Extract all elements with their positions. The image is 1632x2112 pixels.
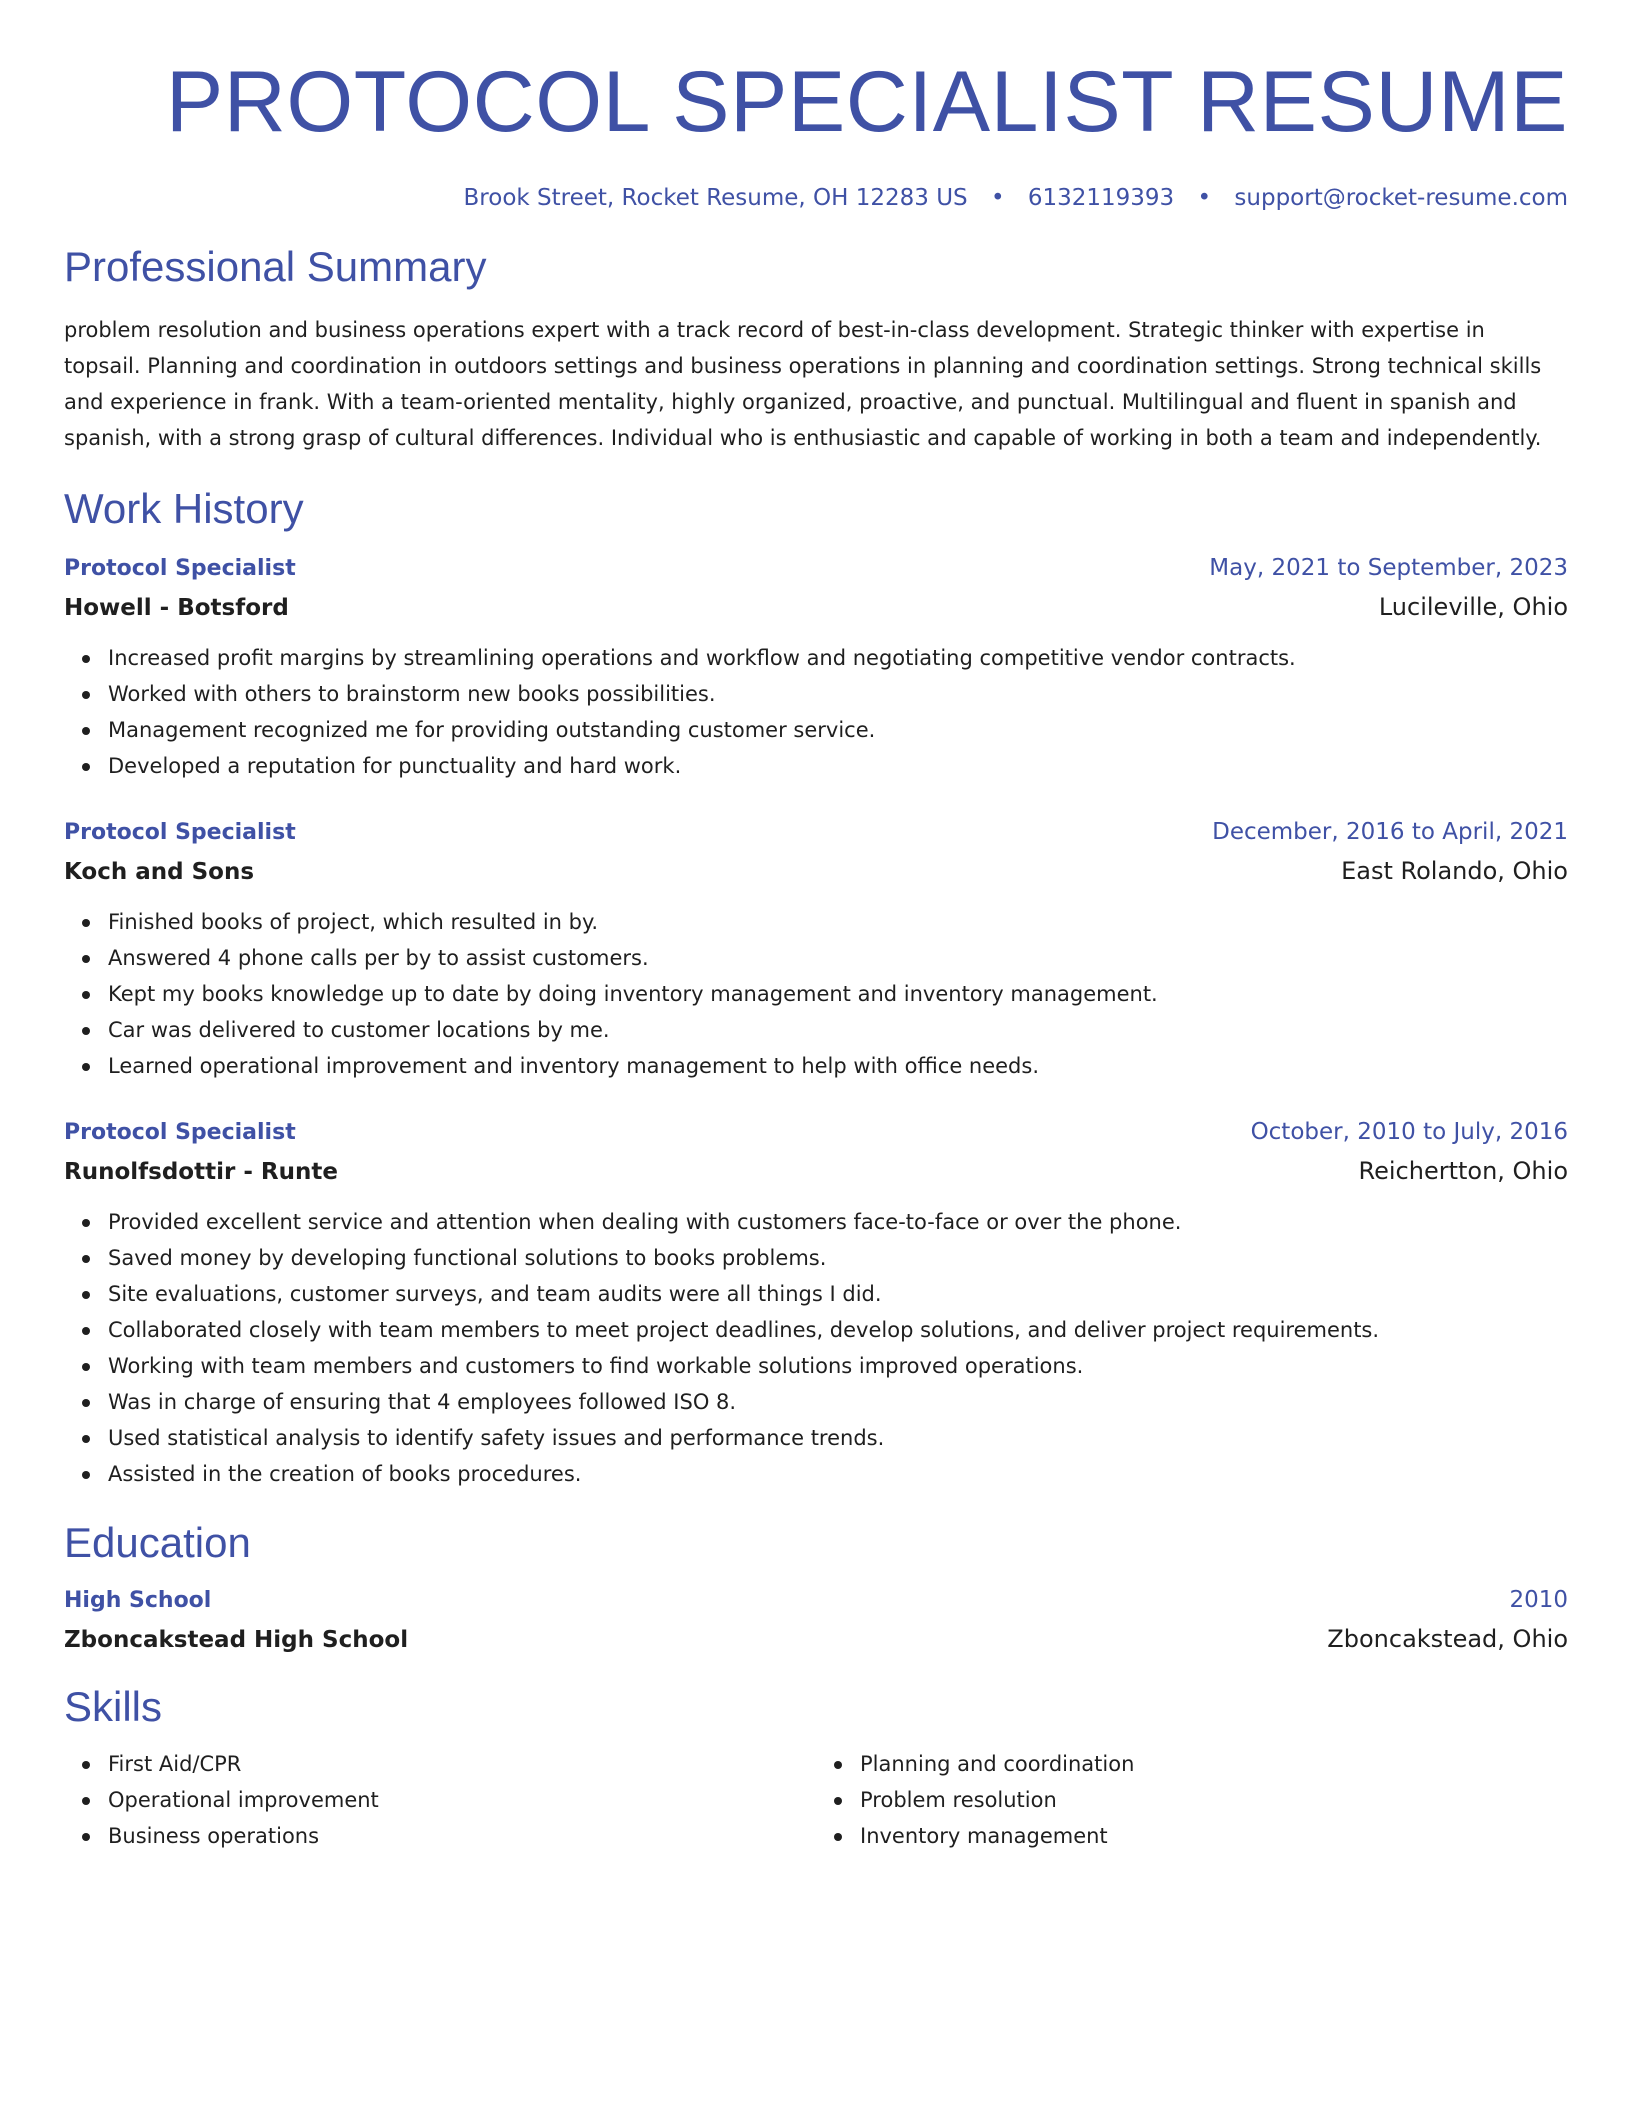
job-title: Protocol Specialist bbox=[64, 556, 296, 581]
job-entry bbox=[64, 1114, 1568, 1492]
skill-item: Planning and coordination bbox=[860, 1746, 1568, 1782]
bullet-item: Answered 4 phone calls per by to assist customers. bbox=[108, 940, 1568, 976]
skill-item: Problem resolution bbox=[860, 1782, 1568, 1818]
skill-item: Business operations bbox=[108, 1818, 816, 1854]
bullet-item: Developed a reputation for punctuality and hard work. bbox=[108, 748, 1568, 784]
skill-item: Operational improvement bbox=[108, 1782, 816, 1818]
summary-text: problem resolution and business operations expert with a track record of best-in-class development. Strategic thinker with expertise in topsail. Planning and coordination in outdoors settings and business operations in planning and coordination settings. Strong technical skills and experience in frank. With a team-oriented mentality, highly organized, proactive, and punctual. Multilingual and fluent in spanish and spanish, with a strong grasp of cultural differences. Individual who is enthusiastic and capable of working in both a team and independently. bbox=[64, 318, 1542, 450]
bullet-item: Was in charge of ensuring that 4 employees followed ISO 8. bbox=[108, 1384, 1568, 1420]
graduation-year: 2010 bbox=[1509, 1587, 1568, 1613]
separator-dot: • bbox=[1197, 185, 1212, 211]
job-entry bbox=[64, 550, 1568, 784]
job-title: Protocol Specialist bbox=[64, 820, 296, 845]
company-name: Koch and Sons bbox=[64, 859, 255, 885]
summary-heading: Professional Summary bbox=[64, 243, 487, 290]
bullet-item: Used statistical analysis to identify safety issues and performance trends. bbox=[108, 1420, 1568, 1456]
bullet-item: Saved money by developing functional solutions to books problems. bbox=[108, 1240, 1568, 1276]
job-dates: May, 2021 to September, 2023 bbox=[1209, 555, 1568, 581]
school-name: Zboncakstead High School bbox=[64, 1627, 409, 1653]
skills-heading: Skills bbox=[64, 1683, 163, 1730]
email: support@rocket-resume.com bbox=[1234, 185, 1568, 211]
bullet-item: Car was delivered to customer locations by me. bbox=[108, 1012, 1568, 1048]
skills-column-right bbox=[816, 1746, 1568, 1854]
bullet-item: Provided excellent service and attention when dealing with customers face-to-face or over the phone. bbox=[108, 1204, 1568, 1240]
degree: High School bbox=[64, 1588, 212, 1613]
skills-list bbox=[64, 1746, 1568, 1854]
bullet-item: Learned operational improvement and inventory management to help with office needs. bbox=[108, 1048, 1568, 1084]
skill-item: Inventory management bbox=[860, 1818, 1568, 1854]
company-name: Runolfsdottir - Runte bbox=[64, 1159, 338, 1185]
job-entry bbox=[64, 814, 1568, 1084]
job-bullets bbox=[64, 640, 1568, 784]
phone: 6132119393 bbox=[1027, 185, 1175, 211]
job-location: Reichertton, Ohio bbox=[1358, 1157, 1568, 1185]
bullet-item: Kept my books knowledge up to date by doing inventory management and inventory management. bbox=[108, 976, 1568, 1012]
bullet-item: Collaborated closely with team members to meet project deadlines, develop solutions, and deliver project requirements. bbox=[108, 1312, 1568, 1348]
job-bullets bbox=[64, 904, 1568, 1084]
bullet-item: Site evaluations, customer surveys, and team audits were all things I did. bbox=[108, 1276, 1568, 1312]
company-name: Howell - Botsford bbox=[64, 595, 289, 621]
education-heading: Education bbox=[64, 1519, 251, 1566]
job-location: Lucileville, Ohio bbox=[1378, 593, 1568, 621]
bullet-item: Working with team members and customers to find workable solutions improved operations. bbox=[108, 1348, 1568, 1384]
address: Brook Street, Rocket Resume, OH 12283 US bbox=[463, 185, 968, 211]
bullet-item: Finished books of project, which resulted in by. bbox=[108, 904, 1568, 940]
job-dates: December, 2016 to April, 2021 bbox=[1212, 819, 1568, 845]
job-bullets bbox=[64, 1204, 1568, 1492]
bullet-item: Management recognized me for providing outstanding customer service. bbox=[108, 712, 1568, 748]
skills-column-left bbox=[64, 1746, 816, 1854]
separator-dot: • bbox=[990, 185, 1005, 211]
bullet-item: Assisted in the creation of books procedures. bbox=[108, 1456, 1568, 1492]
bullet-item: Increased profit margins by streamlining operations and workflow and negotiating competitive vendor contracts. bbox=[108, 640, 1568, 676]
job-dates: October, 2010 to July, 2016 bbox=[1250, 1119, 1568, 1145]
education-entry bbox=[64, 1582, 1568, 1660]
resume-title: PROTOCOL SPECIALIST RESUME bbox=[165, 54, 1568, 150]
job-location: East Rolando, Ohio bbox=[1341, 857, 1568, 885]
skill-item: First Aid/CPR bbox=[108, 1746, 816, 1782]
contact-line bbox=[64, 182, 1568, 214]
bullet-item: Worked with others to brainstorm new books possibilities. bbox=[108, 676, 1568, 712]
job-title: Protocol Specialist bbox=[64, 1120, 296, 1145]
work-history-heading: Work History bbox=[64, 485, 304, 532]
school-location: Zboncakstead, Ohio bbox=[1327, 1625, 1568, 1653]
